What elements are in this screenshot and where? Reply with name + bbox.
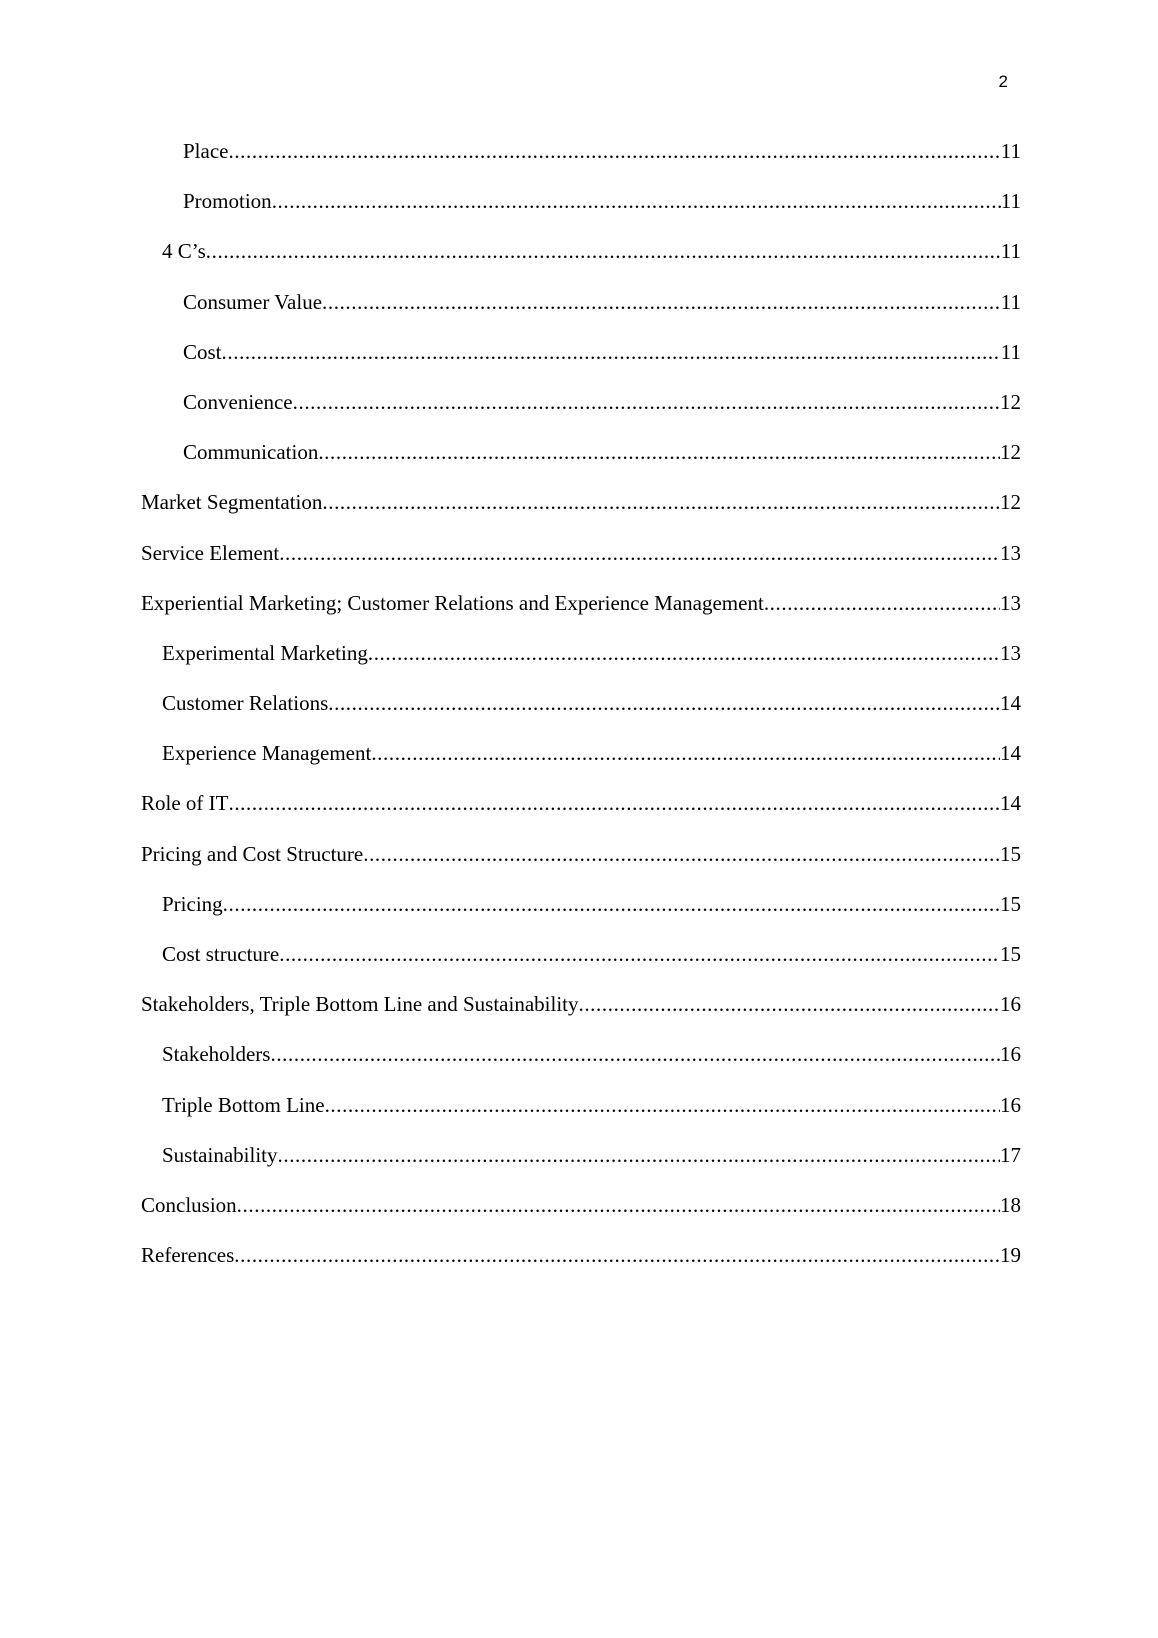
toc-entry-experimental-marketing[interactable] <box>141 639 1021 689</box>
toc-entry-stakeholders[interactable] <box>141 1040 1021 1090</box>
toc-entry-title: Cost structure <box>162 942 280 966</box>
toc-dot-leader <box>222 338 1001 366</box>
toc-entry-title: Triple Bottom Line <box>162 1092 325 1117</box>
toc-entry-stakeholders-tbl-sustainability[interactable] <box>141 990 1021 1040</box>
toc-entry-service-element[interactable] <box>141 539 1021 589</box>
toc-entry-page: 14 <box>1000 791 1021 816</box>
toc-entry-title: References <box>141 1243 235 1268</box>
toc-entry-pricing-and-cost-structure[interactable] <box>141 840 1021 890</box>
toc-dot-leader <box>325 1091 1000 1119</box>
toc-entry-cost[interactable] <box>141 338 1021 388</box>
toc-entry-title: Promotion <box>183 189 272 214</box>
toc-dot-leader <box>578 990 1000 1018</box>
toc-dot-leader <box>279 940 1000 968</box>
toc-dot-leader <box>228 789 1000 817</box>
toc-entry-title: Conclusion <box>141 1192 237 1217</box>
toc-dot-leader <box>279 539 1000 567</box>
page-number: 2 <box>998 72 1008 91</box>
toc-dot-leader <box>764 589 1000 617</box>
toc-entry-page: 17 <box>1000 1142 1021 1167</box>
toc-entry-page: 13 <box>1000 590 1021 615</box>
toc-entry-page: 19 <box>1000 1243 1021 1268</box>
toc-entry-page: 16 <box>1000 1092 1021 1117</box>
toc-entry-title: Customer Relations <box>162 691 329 716</box>
toc-entry-title: Service Element <box>141 540 280 565</box>
toc-dot-leader <box>322 488 1000 516</box>
toc-entry-page: 14 <box>1000 741 1021 766</box>
toc-entry-title: Stakeholders <box>162 1042 271 1067</box>
toc-entry-title: Consumer Value <box>183 289 323 314</box>
toc-entry-page: 12 <box>1000 490 1021 515</box>
toc-entry-cost-structure[interactable] <box>141 940 1021 990</box>
toc-dot-leader <box>272 187 1001 215</box>
toc-entry-title: Communication <box>183 440 319 465</box>
toc-dot-leader <box>278 1141 1001 1169</box>
toc-entry-page: 11 <box>1000 239 1021 264</box>
toc-dot-leader <box>234 1241 1000 1269</box>
toc-entry-page: 16 <box>1000 1042 1021 1067</box>
toc-entry-title: Role of IT <box>141 791 229 816</box>
toc-dot-leader <box>237 1191 1000 1219</box>
toc-entry-place[interactable] <box>141 137 1021 187</box>
toc-entry-title: Pricing <box>162 891 223 916</box>
toc-dot-leader <box>228 137 1000 165</box>
toc-entry-role-of-it[interactable] <box>141 789 1021 839</box>
toc-entry-page: 14 <box>1000 691 1021 716</box>
toc-dot-leader <box>293 388 1000 416</box>
toc-entry-title: 4 C’s <box>162 239 206 264</box>
toc-entry-page: 11 <box>1000 189 1021 214</box>
toc-entry-page: 12 <box>1000 389 1021 414</box>
toc-dot-leader <box>371 739 1000 767</box>
table-of-contents <box>141 137 1021 1291</box>
toc-entry-convenience[interactable] <box>141 388 1021 438</box>
toc-entry-experiential-marketing[interactable] <box>141 589 1021 639</box>
toc-entry-title: Experiential Marketing; Customer Relations and Experience Management <box>141 590 764 615</box>
toc-dot-leader <box>270 1040 1000 1068</box>
toc-dot-leader <box>363 840 1000 868</box>
toc-entry-title: Experimental Marketing <box>162 640 368 665</box>
toc-entry-title: Experience Management <box>162 741 372 766</box>
toc-entry-page: 13 <box>1000 540 1021 565</box>
toc-entry-title: Pricing and Cost Structure <box>141 841 364 866</box>
toc-dot-leader <box>328 689 1000 717</box>
toc-entry-page: 11 <box>1000 139 1021 163</box>
toc-entry-4cs[interactable] <box>141 237 1021 287</box>
toc-entry-page: 13 <box>1000 640 1021 665</box>
toc-entry-page: 15 <box>1000 942 1021 966</box>
toc-entry-pricing[interactable] <box>141 890 1021 940</box>
toc-entry-conclusion[interactable] <box>141 1191 1021 1241</box>
toc-entry-page: 18 <box>1000 1192 1021 1217</box>
toc-entry-references[interactable] <box>141 1241 1021 1291</box>
toc-dot-leader <box>322 288 1001 316</box>
toc-dot-leader <box>368 639 1000 667</box>
toc-entry-triple-bottom-line[interactable] <box>141 1091 1021 1141</box>
toc-entry-experience-management[interactable] <box>141 739 1021 789</box>
toc-entry-title: Cost <box>183 339 222 364</box>
toc-entry-page: 11 <box>1000 289 1021 314</box>
toc-entry-page: 15 <box>1000 841 1021 866</box>
toc-entry-title: Stakeholders, Triple Bottom Line and Sustainability <box>141 992 579 1017</box>
toc-entry-market-segmentation[interactable] <box>141 488 1021 538</box>
toc-dot-leader <box>223 890 1000 918</box>
toc-dot-leader <box>318 438 1000 466</box>
toc-entry-page: 11 <box>1000 339 1021 364</box>
toc-entry-page: 16 <box>1000 992 1021 1017</box>
toc-entry-title: Convenience <box>183 389 293 414</box>
toc-entry-customer-relations[interactable] <box>141 689 1021 739</box>
toc-entry-sustainability[interactable] <box>141 1141 1021 1191</box>
toc-entry-page: 12 <box>1000 440 1021 465</box>
toc-entry-consumer-value[interactable] <box>141 288 1021 338</box>
toc-entry-communication[interactable] <box>141 438 1021 488</box>
toc-entry-page: 15 <box>1000 891 1021 916</box>
toc-entry-promotion[interactable] <box>141 187 1021 237</box>
toc-entry-title: Sustainability <box>162 1142 278 1167</box>
toc-entry-title: Place <box>183 139 229 163</box>
toc-dot-leader <box>206 237 1001 265</box>
toc-entry-title: Market Segmentation <box>141 490 323 515</box>
